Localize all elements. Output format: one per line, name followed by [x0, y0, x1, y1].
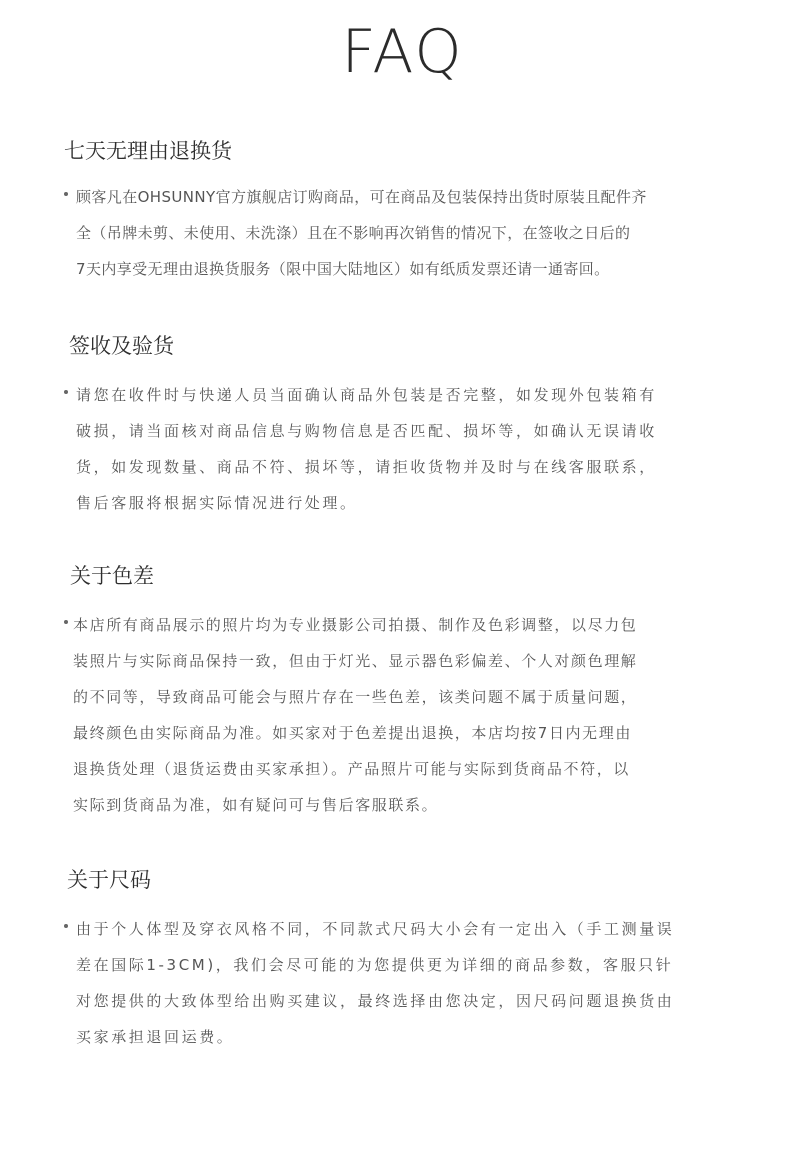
body-line: 实际到货商品为准，如有疑问可与售后客服联系。: [73, 796, 439, 814]
section-heading: 关于色差: [70, 564, 154, 588]
body-line: 买家承担退回运费。: [76, 1028, 235, 1046]
section-heading: 签收及验货: [69, 334, 174, 358]
bullet-dot: [64, 192, 68, 196]
body-line: 的不同等，导致商品可能会与照片存在一些色差，该类问题不属于质量问题，: [73, 688, 638, 706]
body-line: 本店所有商品展示的照片均为专业摄影公司拍摄、制作及色彩调整，以尽力包: [73, 616, 638, 634]
faq-title: FAQ: [341, 17, 464, 87]
bullet-dot: [64, 390, 68, 394]
section-heading: 关于尺码: [67, 868, 151, 892]
body-line: 装照片与实际商品保持一致，但由于灯光、显示器色彩偏差、个人对颜色理解: [73, 652, 638, 670]
body-line: 差在国际1-3CM)，我们会尽可能的为您提供更为详细的商品参数，客服只针: [76, 956, 674, 974]
section-body: [64, 911, 675, 1055]
section-body: [64, 377, 671, 521]
bullet-dot: [64, 924, 68, 928]
section-body: [64, 179, 671, 287]
body-line: 由于个人体型及穿衣风格不同，不同款式尺码大小会有一定出入（手工测量误: [76, 920, 675, 938]
bullet-dot: [64, 620, 68, 624]
section-return-policy: [64, 137, 671, 287]
body-line: 最终颜色由实际商品为准。如买家对于色差提出退换，本店均按7日内无理由: [73, 724, 632, 742]
body-line: 货，如发现数量、商品不符、损坏等，请拒收货物并及时与在线客服联系，: [76, 458, 657, 476]
body-line: 全（吊牌未剪、未使用、未洗涤）且在不影响再次销售的情况下，在签收之日后的: [76, 224, 631, 242]
section-heading: 七天无理由退换货: [64, 139, 232, 163]
body-line: 售后客服将根据实际情况进行处理。: [76, 494, 358, 512]
section-sizing: [64, 866, 675, 1055]
section-receipt-inspection: [64, 332, 671, 521]
section-color-difference: [64, 562, 668, 823]
body-line: 退换货处理（退货运费由买家承担）。产品照片可能与实际到货商品不符，以: [73, 760, 630, 778]
body-line: 对您提供的大致体型给出购买建议，最终选择由您决定，因尺码问题退换货由: [76, 992, 675, 1010]
body-line: 请您在收件时与快递人员当面确认商品外包装是否完整，如发现外包装箱有: [76, 386, 657, 404]
body-line: 破损，请当面核对商品信息与购物信息是否匹配、损坏等，如确认无误请收: [76, 422, 657, 440]
section-body: [64, 607, 668, 823]
body-line: 顾客凡在OHSUNNY官方旗舰店订购商品，可在商品及包装保持出货时原装且配件齐: [76, 188, 647, 206]
body-line: 7天内享受无理由退换货服务（限中国大陆地区）如有纸质发票还请一通寄回。: [76, 260, 610, 278]
